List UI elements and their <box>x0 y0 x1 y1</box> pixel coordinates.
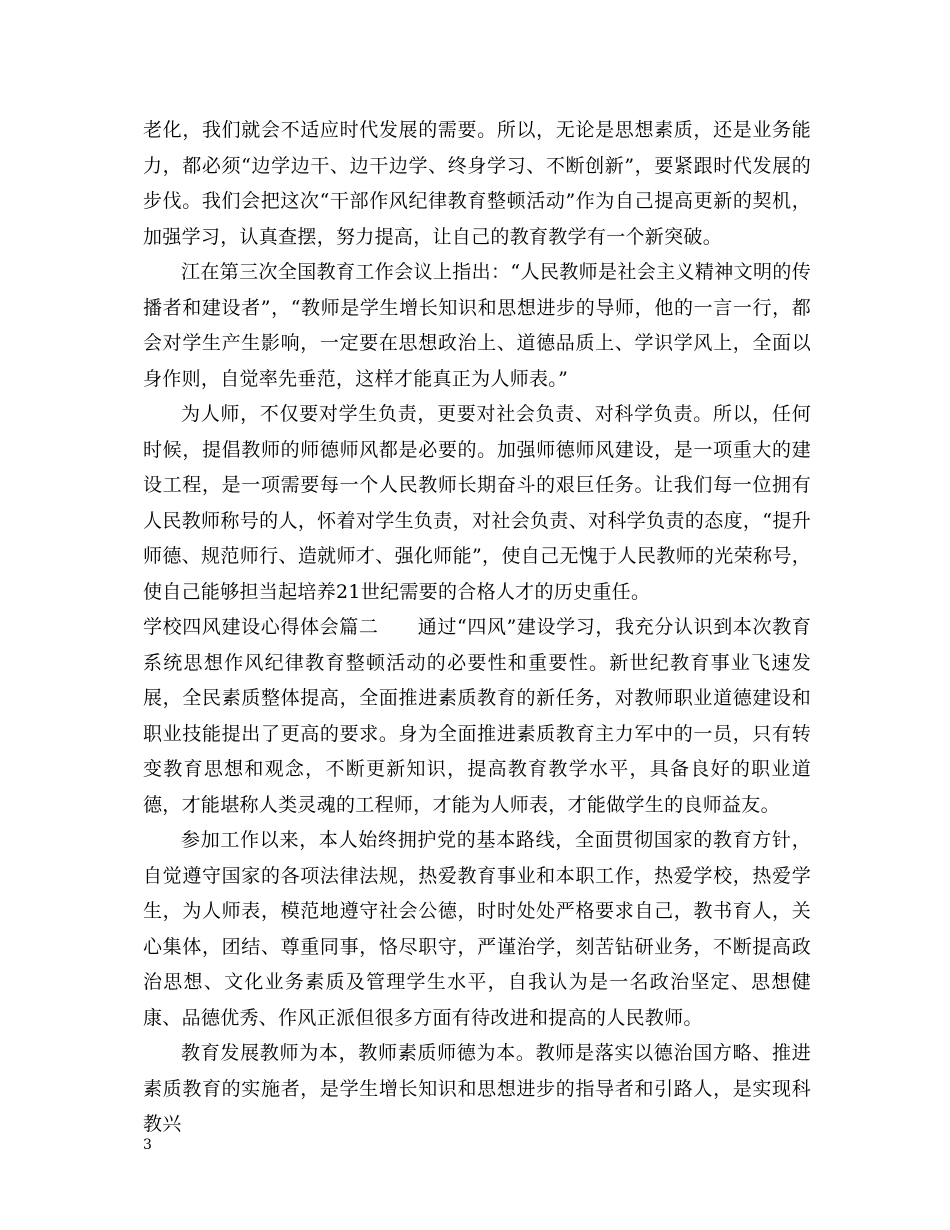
paragraph-self-review: 参加工作以来，本人始终拥护党的基本路线，全面贯彻国家的教育方针，自觉遵守国家的各项法律法规，热爱教育事业和本职工作，热爱学校，热爱学生，为人师表，模范地遵守社会公德，时时处处严格要求自己，教书育人，关心集体，团结、尊重同事，恪尽职守，严谨治学，刻苦钻研业务，不断提高政治思想、文化业务素质及管理学生水平，自我认为是一名政治坚定、思想健康、品德优秀、作风正派但很多方面有待改进和提高的人民教师。 <box>143 829 811 1029</box>
document-body <box>143 113 811 1143</box>
paragraph-teacher-duty: 为人师，不仅要对学生负责，更要对社会负责、对科学负责。所以，任何时候，提倡教师的师德师风都是必要的。加强师德师风建设，是一项重大的建设工程，是一项需要每一个人民教师长期奋斗的艰巨任务。让我们每一位拥有人民教师称号的人，怀着对学生负责，对社会负责、对科学负责的态度，“提升师德、规范师行、造就师才、强化师能”，使自己无愧于人民教师的光荣称号，使自己能够担当起培养21世纪需要的合格人才的历史重任。 <box>143 403 811 603</box>
paragraph-education-development: 教育发展教师为本，教师素质师德为本。教师是落实以德治国方略、推进素质教育的实施者，是学生增长知识和思想进步的指导者和引路人，是实现科教兴 <box>143 1042 811 1135</box>
paragraph-section-two: 学校四风建设心得体会篇二 通过“四风”建设学习，我充分认识到本次教育系统思想作风纪律教育整顿活动的必要性和重要性。新世纪教育事业飞速发展，全民素质整体提高，全面推进素质教育的新任务，对教师职业道德建设和职业技能提出了更高的要求。身为全面推进素质教育主力军中的一员，只有转变教育思想和观念，不断更新知识，提高教育教学水平，具备良好的职业道德，才能堪称人类灵魂的工程师，才能为人师表，才能做学生的良师益友。 <box>143 616 811 816</box>
page-number: 3 <box>143 1137 152 1153</box>
paragraph-continuation: 老化，我们就会不适应时代发展的需要。所以，无论是思想素质，还是业务能力，都必须“边学边干、边干边学、终身学习、不断创新”，要紧跟时代发展的步伐。我们会把这次“干部作风纪律教育整顿活动”作为自己提高更新的契机，加强学习，认真查摆，努力提高，让自己的教育教学有一个新突破。 <box>143 119 811 248</box>
paragraph-quote: 江在第三次全国教育工作会议上指出：“人民教师是社会主义精神文明的传播者和建设者”，“教师是学生增长知识和思想进步的导师，他的一言一行，都会对学生产生影响，一定要在思想政治上、道德品质上、学识学风上，全面以身作则，自觉率先垂范，这样才能真正为人师表。” <box>143 261 811 390</box>
